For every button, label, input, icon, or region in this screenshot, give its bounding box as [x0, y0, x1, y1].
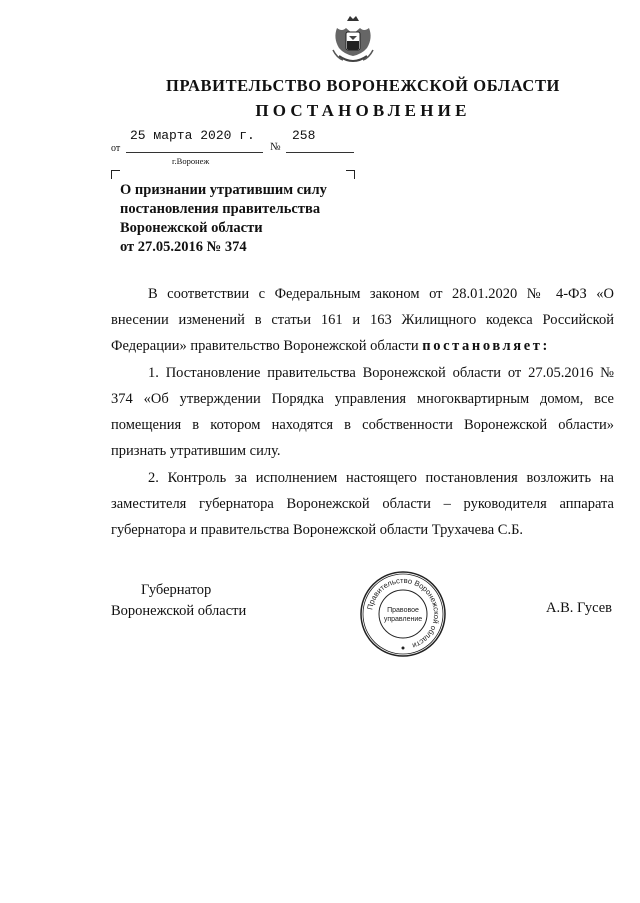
coat-of-arms-emblem: [331, 14, 375, 68]
corner-mark-left: [111, 170, 120, 179]
clause-2: 2. Контроль за исполнением настоящего постановления возложить на заместителя губернатора Воронежской области – руководителя аппарата губернатора и правительства Воронежской области Трухачева С.Б.: [111, 470, 614, 538]
date-prefix: от: [111, 143, 121, 154]
signatory-position: [111, 580, 246, 622]
number-prefix: №: [270, 141, 281, 153]
stamp-center-line: Правовое: [387, 607, 419, 614]
decree-date: 25 марта 2020 г.: [130, 128, 255, 143]
decree-number: 258: [292, 128, 316, 143]
subject-line: постановления правительства: [120, 201, 321, 217]
official-stamp: [359, 570, 447, 658]
position-line: Воронежской области: [111, 603, 247, 619]
subject-line: Воронежской области: [120, 220, 263, 236]
corner-mark-right: [346, 170, 355, 179]
preamble-text: В соответствии с Федеральным законом от 28.01.2020 № 4-ФЗ «О внесении изменений в статьи 161 и 163 Жилищного кодекса Российской Федерации» правительство Воронежской области: [111, 286, 614, 354]
decree-body: [111, 281, 614, 544]
subject-line: от 27.05.2016 № 374: [120, 239, 247, 255]
stamp-center-line: управление: [383, 616, 423, 623]
clause-1: 1. Постановление правительства Воронежской области от 27.05.2016 № 374 «Об утверждении Порядка управления многоквартирным домом, все помещения в котором находятся в собственности Воронежской области» признать утратившим силу.: [111, 365, 614, 459]
document-type-title: ПОСТАНОВЛЕНИЕ: [255, 101, 471, 120]
date-underline: [126, 152, 263, 153]
number-underline: [286, 152, 354, 153]
preamble-paragraph: [111, 281, 614, 359]
signatory-name: А.В. Гусев: [546, 600, 612, 616]
stamp-ring-text: Правительство Воронежской области: [365, 575, 442, 651]
city-label: г.Воронеж: [172, 156, 210, 166]
government-title: ПРАВИТЕЛЬСТВО ВОРОНЕЖСКОЙ ОБЛАСТИ: [166, 76, 560, 95]
subject-line: О признании утратившим силу: [120, 182, 327, 198]
decree-subject: [120, 181, 360, 257]
decree-verb: постановляет:: [422, 338, 550, 354]
position-line: Губернатор: [141, 582, 212, 598]
